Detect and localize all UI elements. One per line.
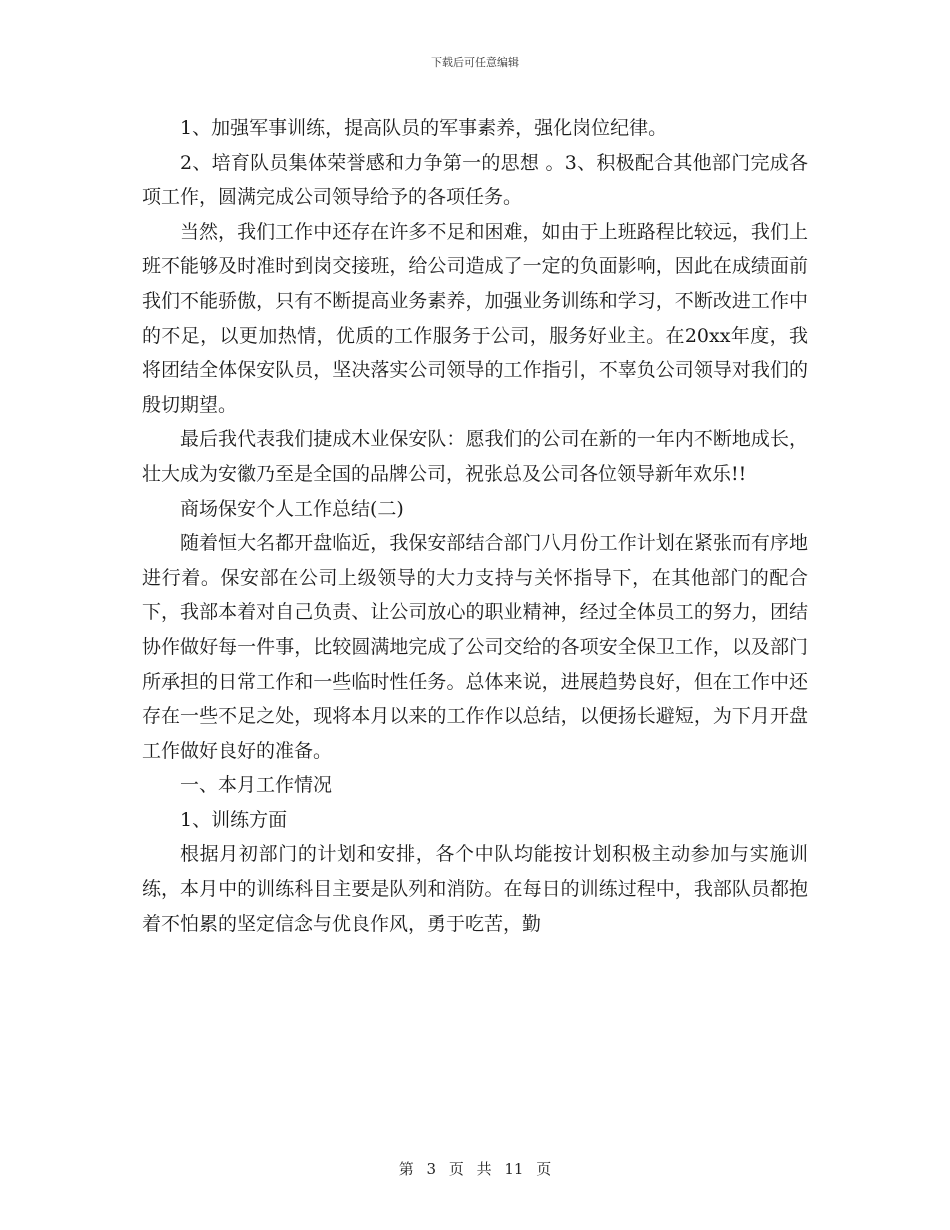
paragraph: 1、加强军事训练，提高队员的军事素养，强化岗位纪律。 <box>180 117 668 139</box>
paragraph: 当然，我们工作中还存在许多不足和困难，如由于上班路程比较远，我们上班不能够及时准时到岗交接班，给公司造成了一定的负面影响，因此在成绩面前我们不能骄傲，只有不断提高业务素养，加强业务训练和学习，不断改进工作中的不足，以更加热情，优质的工作服务于公司，服务好业主。在20xx年度，我将团结全体保安队员，坚决落实公司领导的工作指引，不辜负公司领导对我们的殷切期望。 <box>142 220 808 416</box>
section-title: 商场保安个人工作总结(二) <box>180 497 404 520</box>
page-header-note: 下载后可任意编辑 <box>431 56 519 69</box>
paragraph: 根据月初部门的计划和安排，各个中队均能按计划积极主动参加与实施训练，本月中的训练科目主要是队列和消防。在每日的训练过程中，我部队员都抱着不怕累的坚定信念与优良作风，勇于吃苦，勤 <box>142 843 808 935</box>
subsection-heading: 1、训练方面 <box>180 808 288 831</box>
paragraph: 2、培育队员集体荣誉感和力争第一的思想 。3、积极配合其他部门完成各项工作，圆满完成公司领导给予的各项任务。 <box>142 151 808 209</box>
paragraph: 随着恒大名都开盘临近，我保安部结合部门八月份工作计划在紧张而有序地进行着。保安部在公司上级领导的大力支持与关怀指导下，在其他部门的配合下，我部本着对自己负责、让公司放心的职业精神，经过全体员工的努力，团结协作做好每一件事，比较圆满地完成了公司交给的各项安全保卫工作，以及部门所承担的日常工作和一些临时性任务。总体来说，进展趋势良好，但在工作中还存在一些不足之处，现将本月以来的工作作以总结，以便扬长避短，为下月开盘工作做好良好的准备。 <box>142 532 808 762</box>
page-number: 第 3 页 共 11 页 <box>398 1160 552 1178</box>
document-body <box>142 111 808 941</box>
paragraph: 最后我代表我们捷成木业保安队：愿我们的公司在新的一年内不断地成长，壮大成为安徽乃至是全国的品牌公司，祝张总及公司各位领导新年欢乐!! <box>142 428 808 485</box>
section-heading: 一、本月工作情况 <box>180 774 333 797</box>
